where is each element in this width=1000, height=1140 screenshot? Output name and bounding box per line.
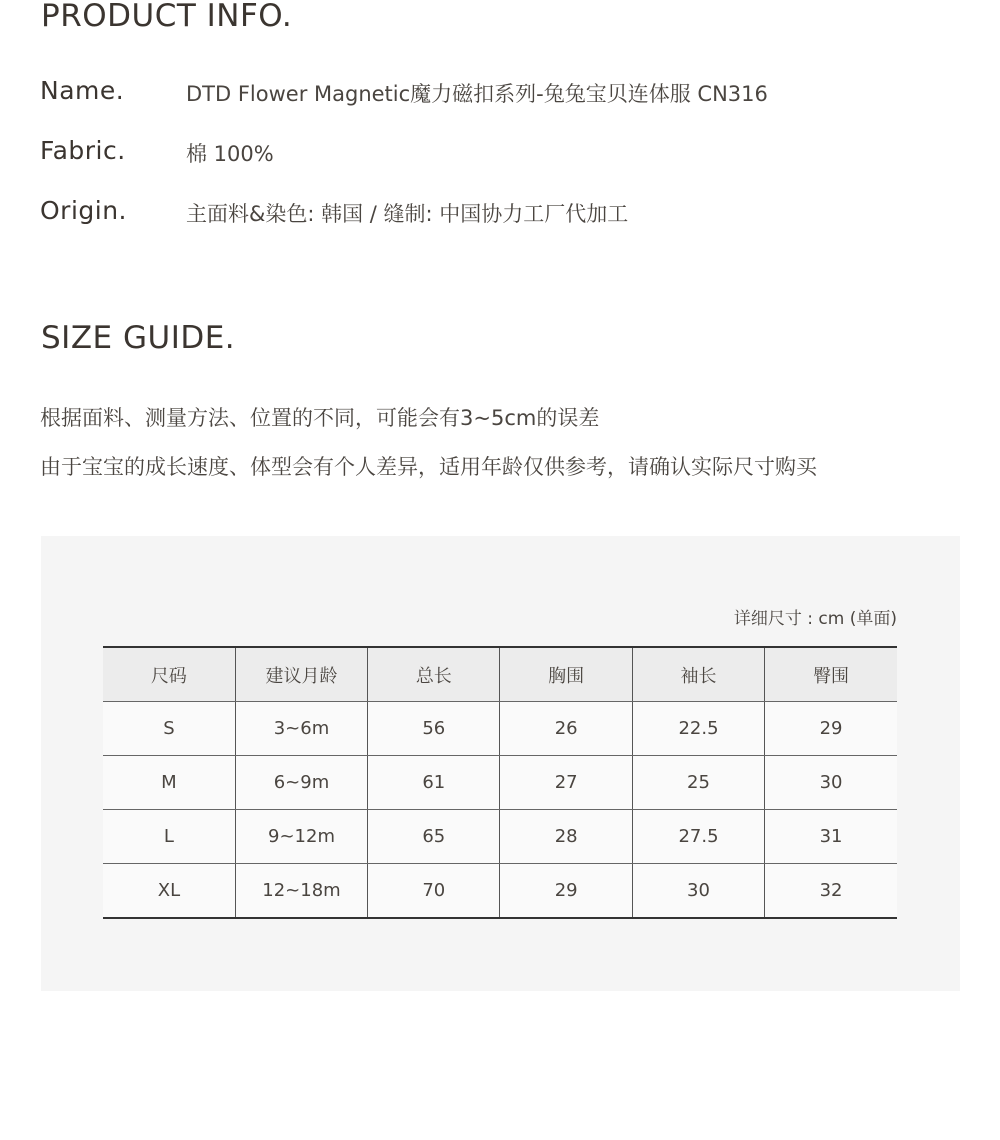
unit-note: 详细尺寸 : cm (单面) bbox=[733, 609, 897, 629]
table-cell: M bbox=[103, 756, 235, 810]
size-guide-heading: SIZE GUIDE. bbox=[41, 320, 236, 356]
info-label: Origin. bbox=[40, 196, 128, 225]
info-value: 主面料&染色: 韩国 / 缝制: 中国协力工厂代加工 bbox=[186, 202, 629, 226]
table-cell: 32 bbox=[765, 864, 897, 919]
table-cell: 27.5 bbox=[632, 810, 764, 864]
table-cell: 56 bbox=[368, 702, 500, 756]
size-note: 由于宝宝的成长速度、体型会有个人差异，适用年龄仅供参考，请确认实际尺寸购买 bbox=[40, 455, 817, 479]
table-cell: 31 bbox=[765, 810, 897, 864]
table-cell: 61 bbox=[368, 756, 500, 810]
table-row bbox=[103, 810, 897, 864]
table-cell: 30 bbox=[765, 756, 897, 810]
header-hip: 臀围 bbox=[765, 647, 897, 702]
header-chest: 胸围 bbox=[500, 647, 632, 702]
size-table-panel bbox=[41, 536, 960, 991]
table-cell: 27 bbox=[500, 756, 632, 810]
table-row bbox=[103, 756, 897, 810]
table-row bbox=[103, 702, 897, 756]
info-label: Fabric. bbox=[40, 136, 126, 165]
header-age: 建议月龄 bbox=[235, 647, 367, 702]
table-cell: 6~9m bbox=[235, 756, 367, 810]
table-cell: 9~12m bbox=[235, 810, 367, 864]
table-cell: XL bbox=[103, 864, 235, 919]
table-cell: 25 bbox=[632, 756, 764, 810]
table-cell: 65 bbox=[368, 810, 500, 864]
table-cell: 22.5 bbox=[632, 702, 764, 756]
table-cell: L bbox=[103, 810, 235, 864]
table-row bbox=[103, 864, 897, 919]
header-length: 总长 bbox=[368, 647, 500, 702]
table-cell: 29 bbox=[765, 702, 897, 756]
table-header-row bbox=[103, 647, 897, 702]
table-cell: S bbox=[103, 702, 235, 756]
table-cell: 70 bbox=[368, 864, 500, 919]
table-cell: 3~6m bbox=[235, 702, 367, 756]
table-cell: 28 bbox=[500, 810, 632, 864]
table-cell: 12~18m bbox=[235, 864, 367, 919]
product-info-heading: PRODUCT INFO. bbox=[41, 0, 293, 34]
info-value: DTD Flower Magnetic魔力磁扣系列-兔兔宝贝连体服 CN316 bbox=[186, 82, 768, 106]
table-cell: 26 bbox=[500, 702, 632, 756]
size-table bbox=[103, 646, 897, 919]
table-cell: 29 bbox=[500, 864, 632, 919]
size-note: 根据面料、测量方法、位置的不同，可能会有3~5cm的误差 bbox=[40, 406, 600, 430]
header-size: 尺码 bbox=[103, 647, 235, 702]
table-cell: 30 bbox=[632, 864, 764, 919]
info-label: Name. bbox=[40, 76, 125, 105]
header-sleeve: 袖长 bbox=[632, 647, 764, 702]
info-value: 棉 100% bbox=[186, 142, 274, 166]
